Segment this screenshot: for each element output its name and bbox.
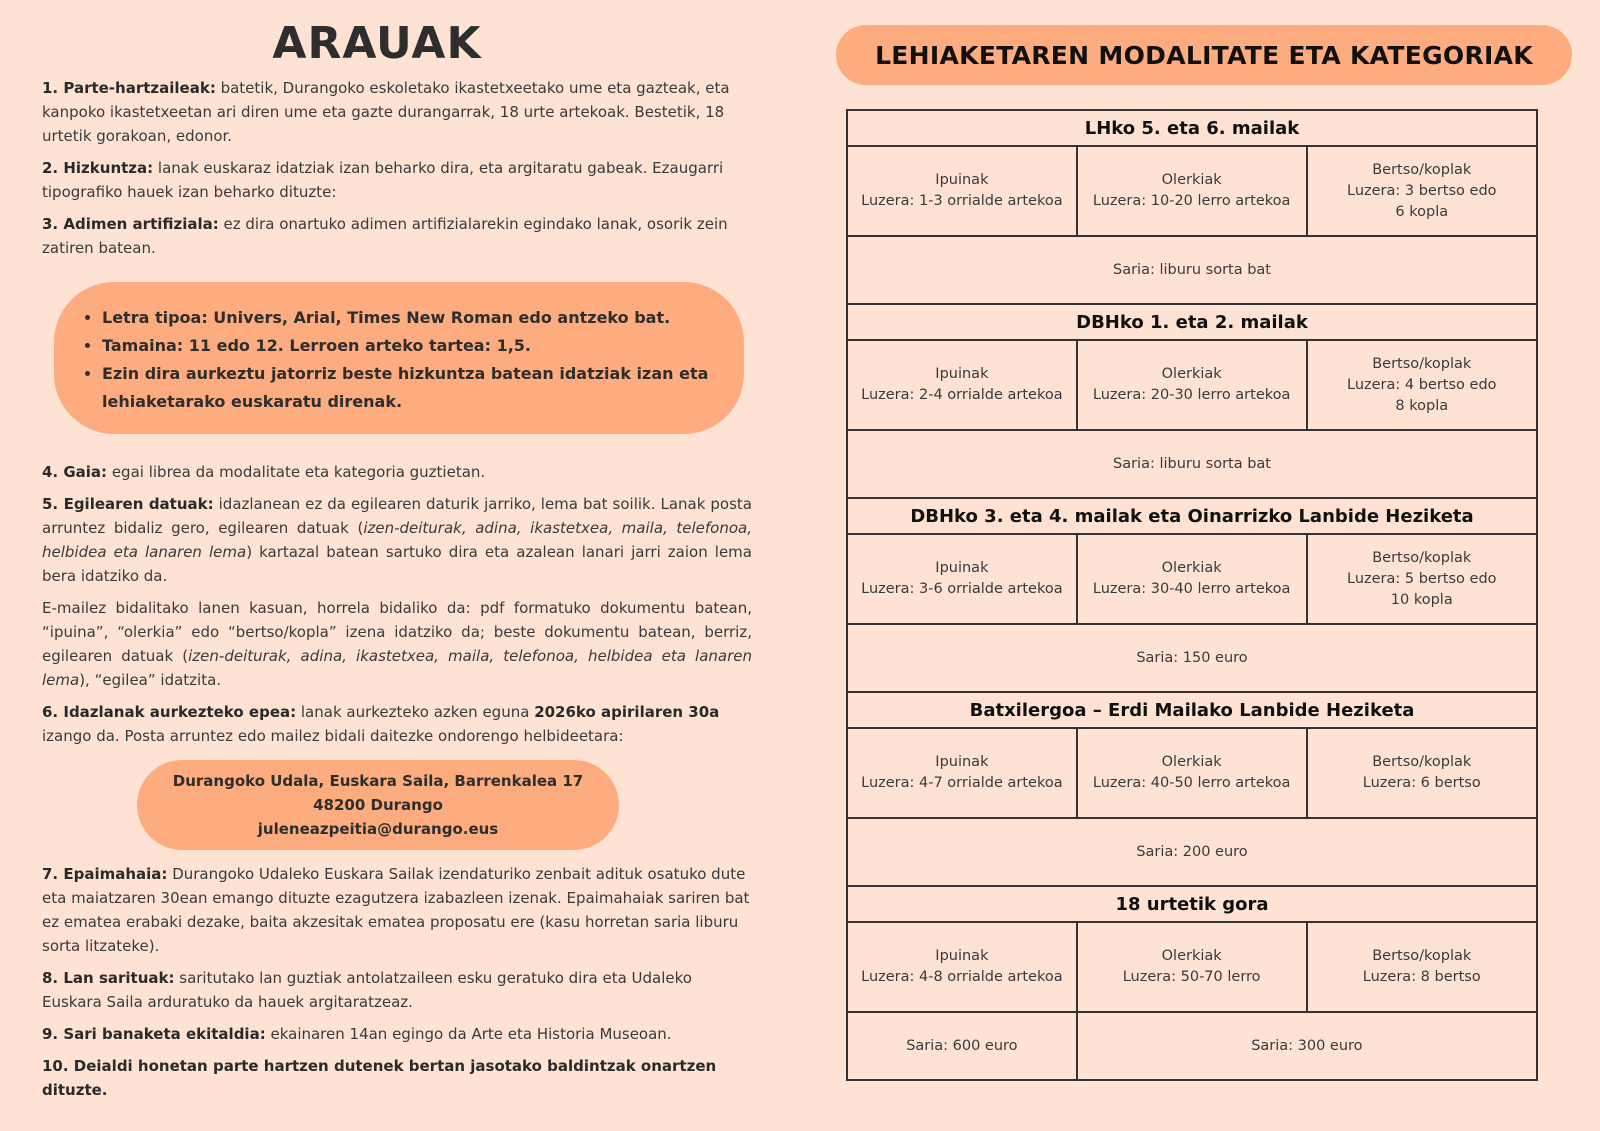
rule-italic-text: izen-deiturak, adina, ikastetxea, maila, telefonoa, helbidea eta lanaren lema (42, 519, 752, 561)
modality-length-extra: 10 kopla (1390, 591, 1453, 608)
rule-label: 1. Parte-hartzaileak: (42, 79, 216, 97)
modality-title: Ipuinak (935, 754, 989, 770)
modality-title: Ipuinak (935, 560, 989, 576)
cell-stories (847, 340, 1077, 430)
cell-verses (1307, 922, 1537, 1012)
cell-verses (1307, 728, 1537, 818)
rules-title: ARAUAK (272, 18, 482, 69)
prize-cell: Saria: 200 euro (847, 818, 1537, 886)
rule-text: Durangoko Udaleko Euskara Sailak izendaturiko zenbait adituk osatuko dute eta maiatzaren 30ean emango dituzte ezagutzera izabazleen izenak. Epaimahaiak sariren bat ez ematea erabaki dezake, baita akzesitak ematea proposatu ere (kasu horretan saria liburu sorta litzateke). (42, 865, 750, 955)
modality-title: Ipuinak (935, 948, 989, 964)
cell-poems (1077, 728, 1307, 818)
modality-length: Luzera: 30-40 lerro artekoa (1092, 581, 1291, 597)
modality-length: Luzera: 10-20 lerro artekoa (1092, 193, 1291, 209)
rule-deadline (42, 700, 752, 748)
categories-title: LEHIAKETAREN MODALITATE ETA KATEGORIAK (836, 25, 1572, 85)
rule-text: lanak euskaraz idatziak izan beharko dira, eta argitaratu gabeak. Ezaugarri tipografiko hauek izan beharko dituzte: (42, 159, 724, 201)
rule-participants (42, 76, 752, 148)
modality-title: Bertso/koplak (1372, 549, 1472, 566)
bullet-translation: • Ezin dira aurkeztu jatorriz beste hizkuntza batean idatziak izan eta lehiaketarako euskaratu direnak. (102, 360, 714, 416)
rule-acceptance (42, 1054, 752, 1102)
rule-text: ekainaren 14an egingo da Arte eta Historia Museoan. (265, 1025, 672, 1043)
rule-email-submission (42, 596, 752, 692)
rule-label: 10. Deialdi honetan parte hartzen dutenek bertan jasotako baldintzak onartzen dituzte. (42, 1057, 717, 1099)
modality-title: Olerkiak (1161, 948, 1222, 964)
rule-text: saritutako lan guztiak antolatzaileen esku geratuko dira eta Udaleko Euskara Saila arduratuko da hauek argitaratzeaz. (42, 969, 692, 1011)
modality-length: Luzera: 4-8 orrialde artekoa (861, 969, 1063, 985)
postal-code-city: 48200 Durango (313, 796, 443, 814)
modality-length: Luzera: 4-7 orrialde artekoa (861, 775, 1063, 791)
cell-poems (1077, 340, 1307, 430)
cell-stories (847, 728, 1077, 818)
prize-cell: Saria: liburu sorta bat (847, 430, 1537, 498)
address-box (137, 760, 619, 850)
rule-label: 7. Epaimahaia: (42, 865, 168, 883)
category-header: Batxilergoa – Erdi Mailako Lanbide Heziketa (847, 692, 1537, 728)
rule-italic-text: izen-deiturak, adina, ikastetxea, maila, telefonoa, helbidea eta lanaren lema (42, 647, 752, 689)
cell-poems (1077, 922, 1307, 1012)
rule-label: 9. Sari banaketa ekitaldia: (42, 1025, 266, 1043)
modality-length: Luzera: 2-4 orrialde artekoa (861, 387, 1063, 403)
prize-cell-other: Saria: 300 euro (1077, 1012, 1537, 1080)
modality-length-extra: 6 kopla (1395, 203, 1449, 220)
modality-length: Luzera: 3 bertso edo (1347, 182, 1497, 199)
cell-poems (1077, 534, 1307, 624)
cell-verses (1307, 340, 1537, 430)
rule-label: 5. Egilearen datuak: (42, 495, 214, 513)
cell-stories (847, 146, 1077, 236)
modality-length-extra: 8 kopla (1395, 397, 1449, 414)
category-header: DBHko 3. eta 4. mailak eta Oinarrizko Lanbide Heziketa (847, 498, 1537, 534)
rule-label: 3. Adimen artifiziala: (42, 215, 219, 233)
modality-title: Olerkiak (1161, 366, 1222, 382)
rule-text: ez dira onartuko adimen artifizialarekin egindako lanak, osorik zein zatiren batean. (42, 215, 728, 257)
cell-stories (847, 534, 1077, 624)
rule-ai (42, 212, 752, 260)
rule-jury (42, 862, 752, 958)
category-header: 18 urtetik gora (847, 886, 1537, 922)
prize-cell-stories: Saria: 600 euro (847, 1012, 1077, 1080)
rule-awarded-works (42, 966, 752, 1014)
rule-label: 8. Lan sarituak: (42, 969, 175, 987)
bullet-size: • Tamaina: 11 edo 12. Lerroen arteko tartea: 1,5. (102, 332, 714, 360)
modality-title: Olerkiak (1161, 754, 1222, 770)
rule-topic (42, 460, 752, 484)
rule-text: ) kartazal batean sartuko dira eta azalean lanari jarri zaion lema bera idatziko da. (42, 543, 752, 585)
rule-text: egai librea da modalitate eta kategoria guztietan. (107, 463, 486, 481)
rule-text: E-mailez bidalitako lanen kasuan, horrela bidaliko da: pdf formatuko dokumentu batean, “ipuina”, “olerkia” edo “bertso/kopla” izena idatziko da; beste dokumentu batean, berriz, egilearen datuak ( (42, 599, 752, 665)
modality-length: Luzera: 3-6 orrialde artekoa (861, 581, 1063, 597)
category-header: DBHko 1. eta 2. mailak (847, 304, 1537, 340)
prize-cell: Saria: 150 euro (847, 624, 1537, 692)
modality-length: Luzera: 20-30 lerro artekoa (1092, 387, 1291, 403)
modality-length: Luzera: 4 bertso edo (1347, 376, 1497, 393)
categories-table (846, 109, 1538, 1081)
rule-label: 4. Gaia: (42, 463, 108, 481)
modality-title: Bertso/koplak (1372, 161, 1472, 178)
typography-requirements-box (54, 282, 744, 434)
category-header: LHko 5. eta 6. mailak (847, 110, 1537, 146)
rule-ceremony (42, 1022, 752, 1046)
rule-label: 2. Hizkuntza: (42, 159, 154, 177)
deadline-date: 2026ko apirilaren 30a (534, 703, 720, 721)
rule-label: 6. Idazlanak aurkezteko epea: (42, 703, 297, 721)
modality-length: Luzera: 8 bertso (1362, 969, 1481, 985)
cell-stories (847, 922, 1077, 1012)
rule-text: idazlanean ez da egilearen daturik jarriko, lema bat soilik. Lanak posta arruntez bidaliz gero, egilearen datuak ( (42, 495, 752, 537)
modality-title: Bertso/koplak (1372, 754, 1472, 770)
address-line: Durangoko Udala, Euskara Saila, Barrenkalea 17 (172, 772, 584, 790)
rule-text: lanak aurkezteko azken eguna (296, 703, 535, 721)
modality-title: Bertso/koplak (1372, 355, 1472, 372)
modality-length: Luzera: 1-3 orrialde artekoa (861, 193, 1063, 209)
cell-verses (1307, 146, 1537, 236)
cell-poems (1077, 146, 1307, 236)
rule-author-data (42, 492, 752, 588)
modality-title: Ipuinak (935, 172, 989, 188)
modality-length: Luzera: 6 bertso (1362, 775, 1481, 791)
cell-verses (1307, 534, 1537, 624)
modality-title: Olerkiak (1161, 560, 1222, 576)
rule-text: ), “egilea” idatzita. (79, 671, 222, 689)
modality-length: Luzera: 40-50 lerro artekoa (1092, 775, 1291, 791)
rule-language (42, 156, 752, 204)
modality-length: Luzera: 5 bertso edo (1347, 570, 1497, 587)
modality-title: Bertso/koplak (1372, 948, 1472, 964)
rule-text: batetik, Durangoko eskoletako ikastetxeetako ume eta gazteak, eta kanpoko ikastetxeetan ari diren ume eta gazte durangarrak, 18 urte artekoak. Bestetik, 18 urtetik gorakoan, edonor. (42, 79, 730, 145)
rules-section (42, 10, 752, 1110)
modality-title: Olerkiak (1161, 172, 1222, 188)
modality-title: Ipuinak (935, 366, 989, 382)
rule-text: izango da. Posta arruntez edo mailez bidali daitezke ondorengo helbideetara: (42, 727, 624, 745)
modality-length: Luzera: 50-70 lerro (1122, 969, 1261, 985)
prize-cell: Saria: liburu sorta bat (847, 236, 1537, 304)
bullet-font: • Letra tipoa: Univers, Arial, Times New Roman edo antzeko bat. (102, 304, 714, 332)
contact-email[interactable]: juleneazpeitia@durango.eus (257, 820, 499, 838)
